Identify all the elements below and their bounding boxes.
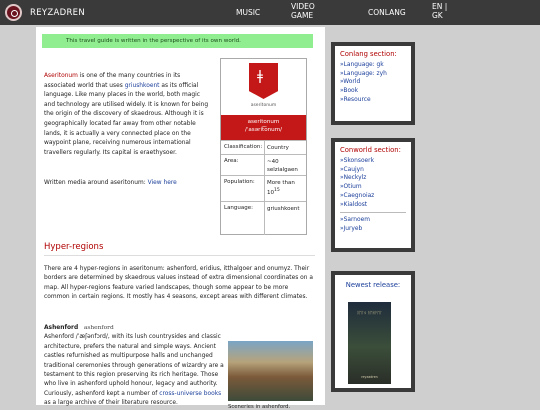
conworld-section-list xyxy=(335,157,411,209)
infobox-row xyxy=(221,154,306,175)
language-switcher-line2: GK xyxy=(432,11,443,20)
ashenford-text-2: as a large archive of their literature resource. xyxy=(44,400,178,407)
media-line xyxy=(44,180,177,186)
conworld-link[interactable]: » Otium xyxy=(340,183,411,192)
book-cover-image[interactable] xyxy=(348,302,391,384)
section-heading-hyper-regions: Hyper-regions xyxy=(44,242,315,256)
conlang-link-language-zyh[interactable]: » Language: zyh xyxy=(340,70,411,79)
infobox-key: Population: xyxy=(224,179,255,185)
infobox-header-name: aseritonum xyxy=(247,119,280,125)
country-flag xyxy=(249,63,278,99)
cross-universe-books-link[interactable]: cross-universe books xyxy=(159,390,222,397)
scenery-caption: Sceneries in ashenford. xyxy=(228,404,291,410)
conworld-link[interactable]: » Skonsoerk xyxy=(340,157,411,166)
population-exponent: 15 xyxy=(274,188,280,193)
conworld-link[interactable]: » Sarnoem xyxy=(340,216,411,225)
intro-paragraph xyxy=(44,72,212,158)
infobox-header xyxy=(221,115,306,140)
flag-caption: aseritonum xyxy=(250,103,277,108)
nav-video-game[interactable] xyxy=(291,2,331,20)
perspective-notice: This travel guide is written in the perspective of its own world. xyxy=(42,34,313,48)
infobox-value: griushkoent xyxy=(267,206,300,212)
infobox-key: Language: xyxy=(224,205,253,211)
hyper-regions-paragraph: There are 4 hyper-regions in aseritonum: ashenford, eridius, itthalgoer and onumyz. Their borders are determined by skaedrous values instead of extra dimensional coordinates on a map. All hyper-regions feature varied landscapes, though some appear to be more common in certain regions. It mostly has 4 seasons, except areas with different climates. xyxy=(44,266,313,301)
top-nav xyxy=(0,0,540,25)
language-switcher-line1: EN | xyxy=(432,2,448,11)
conworld-link[interactable]: » Caujyn xyxy=(340,166,411,175)
conworld-link[interactable]: » Kialdost xyxy=(340,201,411,210)
infobox-key: Classification: xyxy=(224,144,263,150)
ashenford-text-1: Ashenford /ˈæʃənfɔrd/, with its lush countrysides and classic architecture, prefers the natural and simple ways. Ancient castles refurnished as multipurpose halls and unchanged traditional ceremonies through generations of wizardry are a testament to this region preserving its rich heritage. Those who live in ashenford uphold honour, legacy and authority. Curiously, ashenford kept a number of xyxy=(44,334,224,397)
ashenford-conlang-name: ashenford xyxy=(83,325,114,331)
conworld-section-list-2 xyxy=(335,216,411,233)
flag-emblem-icon: ǂ xyxy=(257,69,263,84)
conworld-link[interactable]: » Juryeb xyxy=(340,225,411,234)
population-text: More than 10 xyxy=(267,180,295,196)
intro-text-1: is one of the many countries in its associated world that uses xyxy=(44,73,181,89)
ashenford-section xyxy=(44,324,226,409)
nav-video-game-line1: VIDEO xyxy=(291,2,315,11)
book-cover-author: reyzadren xyxy=(361,375,378,379)
language-switcher[interactable] xyxy=(432,2,462,20)
conworld-link[interactable]: » Caegnoiaz xyxy=(340,192,411,201)
book-cover-title: ᚷᛖᛚᛟ ᚱᛖᚺᚹᛖᛚ xyxy=(356,310,383,315)
country-infobox xyxy=(220,58,307,235)
conlang-link-book[interactable]: » Book xyxy=(340,87,411,96)
conlang-link-resource[interactable]: » Resource xyxy=(340,96,411,105)
ashenford-scenery-image xyxy=(228,341,313,401)
infobox-key: Area: xyxy=(224,158,239,164)
infobox-row xyxy=(221,201,306,235)
conlang-link-world[interactable]: » World xyxy=(340,78,411,87)
conworld-divider xyxy=(340,212,406,213)
media-text: Written media around aseritonum: xyxy=(44,180,148,186)
newest-release-box xyxy=(331,271,415,392)
newest-release-title: Newest release: xyxy=(345,281,401,289)
media-link[interactable]: View here xyxy=(147,180,177,186)
nav-conlang[interactable]: CONLANG xyxy=(368,8,406,17)
ashenford-heading: Ashenford xyxy=(44,325,79,331)
conlang-section-title: Conlang section: xyxy=(340,50,397,58)
language-link[interactable]: griushkoent xyxy=(124,82,160,89)
nav-music[interactable]: MUSIC xyxy=(236,8,261,17)
article xyxy=(36,27,325,410)
conworld-section-title: Conworld section: xyxy=(340,146,401,154)
country-name: Aseritonum xyxy=(44,73,78,79)
infobox-value xyxy=(267,179,305,197)
conworld-link[interactable]: » Neckylz xyxy=(340,174,411,183)
infobox-row xyxy=(221,140,306,154)
nav-video-game-line2: GAME xyxy=(291,11,314,20)
conlang-section-box xyxy=(331,42,415,125)
intro-text-2: as its official language. Like many places in the world, both magic and technology are utilised widely. It is known for being the origin of the discovery of skaedrous. Although it is geographically located far away from other notable lands, it is actually a very connected place on the waypoint plane, receiving numerous international travellers regularly. Its capital is eraethysoer. xyxy=(44,82,209,156)
infobox-header-ipa: /ˈasərit͡onum/ xyxy=(244,127,283,133)
infobox-value: ~40 selzialgaen xyxy=(267,159,298,173)
infobox-row xyxy=(221,175,306,201)
site-logo-icon[interactable] xyxy=(5,4,22,21)
conlang-section-list xyxy=(335,61,411,105)
infobox-value: Country xyxy=(267,145,289,151)
conworld-section-box xyxy=(331,138,415,252)
conlang-link-language-gk[interactable]: » Language: gk xyxy=(340,61,411,70)
site-brand[interactable]: REYZADREN xyxy=(30,8,85,18)
